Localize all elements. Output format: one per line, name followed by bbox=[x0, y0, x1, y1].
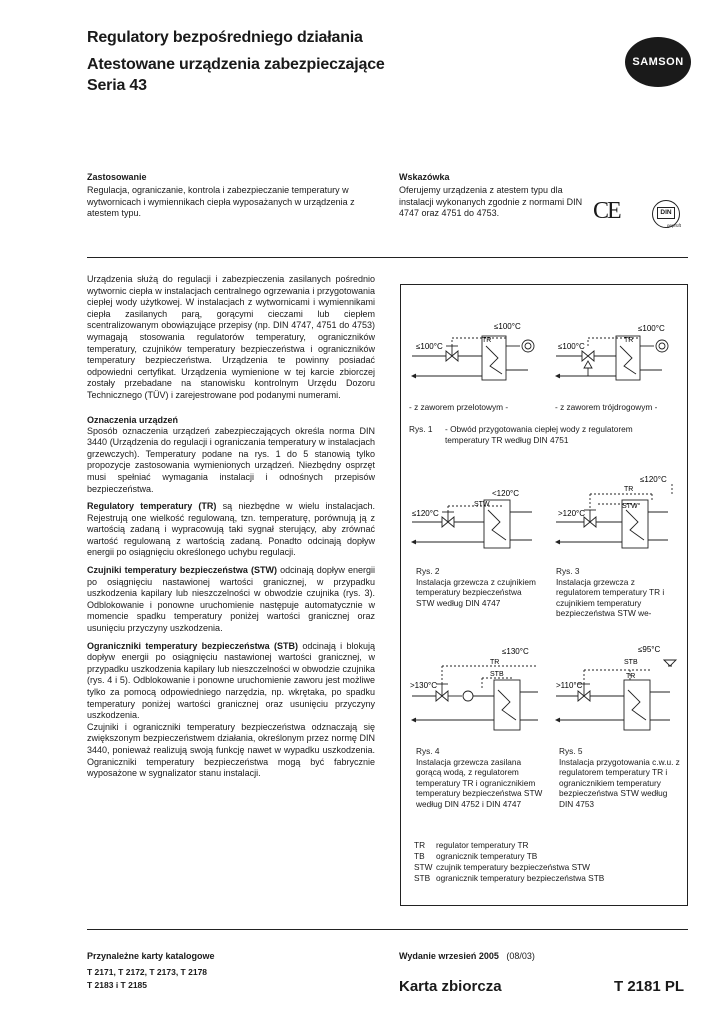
edition-label: Wydanie wrzesień 2005 bbox=[399, 951, 499, 961]
zastosowanie-text: Regulacja, ograniczanie, kontrola i zabezpieczanie temperatury w wytwornicach i wymiennikach ciepła wyposażanych w urządzenia z atestem typu. bbox=[87, 185, 355, 219]
footer-refs-line-2: T 2183 i T 2185 bbox=[87, 980, 148, 990]
fig1-temp-label-a: ≤100°C bbox=[494, 322, 521, 331]
footer-heading: Przynależne karty katalogowe bbox=[87, 951, 215, 961]
logo-text: SAMSON bbox=[632, 56, 684, 68]
edition-code: (08/03) bbox=[506, 951, 535, 961]
fig5-stb-label: STB bbox=[624, 659, 638, 666]
stb-paragraph bbox=[87, 641, 375, 722]
fig2-rys: Rys. 2 bbox=[416, 566, 440, 576]
wskazowka-text: Oferujemy urządzenia z atestem typu dla instalacji wykonanych zgodnie z normami DIN 4747 oraz 4751 do 4753. bbox=[399, 185, 583, 219]
din-mark bbox=[652, 200, 680, 228]
title-line-1: Regulatory bezpośredniego działania bbox=[87, 29, 363, 46]
tr-paragraph bbox=[87, 501, 375, 559]
tr-term: Regulatory temperatury (TR) bbox=[87, 501, 217, 512]
top-divider bbox=[87, 257, 688, 258]
oznaczenia-paragraph: Sposób oznaczenia urządzeń zabezpieczających określa norma DIN 3440 (Urządzenia do regulacji i ograniczania temperatury w instalacjach grzewczych). Temperatury podane na rys. 1 do 5 stanowią tylko propozycje zastosowania wymienionych urządzeń. Niezbędny osprzęt musi spełniać wymagania instalacji i odnośnych przepisów bezpieczeństwa. bbox=[87, 425, 375, 494]
fig3-text: Instalacja grzewcza z regulatorem temperatury TR i czujnikiem temperatury bezpieczeństwa STW we- bbox=[556, 576, 665, 618]
din-mark-sub: geprüft bbox=[667, 223, 682, 228]
fig3-stw-label: STW bbox=[622, 503, 638, 510]
legend-code: TR bbox=[414, 840, 426, 850]
fig1-tr-label-a: TR bbox=[482, 337, 492, 344]
footer-refs bbox=[87, 966, 207, 992]
fig1-caption-b: - z zaworem trójdrogowym - bbox=[555, 402, 658, 412]
fig1-temp-label-b: ≤100°C bbox=[416, 342, 443, 351]
fig1-caption-a: - z zaworem przelotowym - bbox=[409, 402, 509, 412]
footer-refs-line-1: T 2171, T 2172, T 2173, T 2178 bbox=[87, 967, 208, 977]
title-line-2: Atestowane urządzenia zabezpieczające bbox=[87, 56, 385, 73]
fig2-stw-label: STW bbox=[474, 501, 490, 508]
fig5-temp-gt: >110°C bbox=[556, 681, 583, 690]
karta-title: Karta zbiorcza bbox=[399, 978, 502, 995]
body-text-column bbox=[87, 274, 375, 786]
ce-mark: CE bbox=[593, 198, 620, 224]
samson-logo bbox=[625, 37, 691, 87]
stb-paragraph-2: Czujniki i ograniczniki temperatury bezpieczeństwa odznaczają się zwiększonym bezpieczeństwem działania, określonym przez normę DIN 3440, ponieważ realizują swoją funkcję nawet w wypadku uszkodzenia. Ograniczniki temperatury bezpieczeństwa mogą być fabrycznie wyposażone w sygnalizator stanu instalacji. bbox=[87, 721, 375, 779]
fig2-text: Instalacja grzewcza z czujnikiem temperatury bezpieczeństwa STW według DIN 4747 bbox=[416, 576, 536, 608]
fig5-rys: Rys. 5 bbox=[559, 746, 583, 756]
din-mark-text: DIN bbox=[657, 207, 675, 219]
fig3-rys: Rys. 3 bbox=[556, 566, 580, 576]
legend-row bbox=[414, 840, 682, 851]
fig3-tr-label: TR bbox=[624, 486, 634, 493]
document-number: T 2181 PL bbox=[614, 978, 685, 995]
fig1-temp-label-d: ≤100°C bbox=[558, 342, 585, 351]
fig4-text: Instalacja grzewcza zasilana gorącą wodą, z regulatorem temperatury TR i ogranicznikiem temperatury bezpieczeństwa STW według DIN 4752 i DIN 4747 bbox=[416, 756, 543, 809]
fig4-tr-label: TR bbox=[490, 659, 500, 666]
legend-row bbox=[414, 873, 682, 884]
legend-code: TB bbox=[414, 851, 425, 861]
stb-text: odcinają i blokują dopływ energii po osiągnięciu nastawionej wartości granicznej, w przypadku uszkodzenia kapilary lub nieszczelności w obwodzie czujnika (rys. 4 i 5). Odblokowanie i ponowne uruchomienie zaworu jest możliwe tylko za pomocą odpowiedniego narzędzia, np. wkrętaka, po spadku temperatury poniżej wartości granicznej oraz usunięciu przyczyny uszkodzenia. bbox=[87, 640, 375, 721]
fig1-rys: Rys. 1 bbox=[409, 424, 433, 434]
fig3-caption bbox=[556, 566, 680, 619]
title-line-3: Seria 43 bbox=[87, 77, 147, 94]
fig5-text: Instalacja przygotowania c.w.u. z regulatorem temperatury TR i ogranicznikiem temperatury bezpieczeństwa STW według DIN 4753 bbox=[559, 756, 680, 809]
legend-desc: ogranicznik temperatury bezpieczeństwa STB bbox=[436, 873, 605, 883]
legend-row bbox=[414, 862, 682, 873]
intro-paragraph: Urządzenia służą do regulacji i zabezpieczenia zasilanych pośrednio wytwornic ciepła w instalacjach centralnego ogrzewania i przygotowania ciepłej wody użytkowej. W instalacjach z wytwornicami i wymiennikami ciepła zasilanych parą, gorącymi cieczami lub ciepłem scentralizowanym obowiązujące przepisy (np. DIN 4747, 4751 do 4753) wymagają stosowania regulatorów temperatury, ograniczników temperatury, czujników temperatury bezpieczeństwa i ograniczników temperatury bezpieczeństwa. Urządzenia te powinny posiadać odpowiedni certyfikat. Urządzenia wymienione w tej karcie zbiorczej zostały przebadane na stanowisku kontrolnym Urzędu Dozoru Technicznego (TÜV) i zarejestrowane pod podanymi numerami. bbox=[87, 274, 375, 400]
oznaczenia-heading: Oznaczenia urządzeń bbox=[87, 414, 179, 425]
legend-desc: czujnik temperatury bezpieczeństwa STW bbox=[436, 862, 591, 872]
edition-info bbox=[399, 950, 535, 962]
stw-paragraph bbox=[87, 565, 375, 635]
fig3-temp-gt: >120°C bbox=[558, 509, 585, 518]
fig2-fig3-diagram bbox=[402, 470, 686, 562]
stw-text: odcinają dopływ energii po osiągnięciu nastawionej wartości granicznej, w przypadku uszkodzenia kapilary lub nieszczelności w obwodzie czujnika (rys. 3). Odblokowanie i ponowne uruchomienie następuje automatycznie w momencie spadku temperatury poniżej wartości granicznej oraz usunięciu przyczyny uszkodzenia. bbox=[87, 565, 375, 634]
legend-code: STW bbox=[414, 862, 433, 872]
stb-term: Ograniczniki temperatury bezpieczeństwa (STB) bbox=[87, 640, 298, 651]
fig4-stb-label: STB bbox=[490, 671, 504, 678]
fig4-temp-gt: >130°C bbox=[410, 681, 437, 690]
fig4-fig5-diagram bbox=[402, 640, 686, 740]
fig5-caption bbox=[559, 746, 683, 809]
stw-term: Czujniki temperatury bezpieczeństwa (STW) bbox=[87, 565, 277, 576]
fig2-temp-lt: <120°C bbox=[492, 489, 519, 498]
footer-divider bbox=[87, 929, 688, 930]
fig4-rys: Rys. 4 bbox=[416, 746, 440, 756]
fig3-temp-le: ≤120°C bbox=[640, 475, 667, 484]
fig1-text: - Obwód przygotowania ciepłej wody z regulatorem temperatury TR według DIN 4751 bbox=[445, 424, 633, 445]
fig1-diagram bbox=[402, 318, 686, 402]
legend-desc: regulator temperatury TR bbox=[436, 840, 529, 850]
fig1-temp-label-c: ≤100°C bbox=[638, 324, 665, 333]
fig5-temp-le: ≤95°C bbox=[638, 645, 661, 654]
legend-row bbox=[414, 851, 682, 862]
tr-text: są niezbędne w wielu instalacjach. Rejestrują one wielkość regulowaną, tzn. temperaturę, porównują ją z wartością zadaną i wypracowują taki sygnał sterujący, aby zrównać wartość regulowaną z wartością zadaną. Ponadto odcinają dopływ energii po osiągnięciu określonego uchybu regulacji. bbox=[87, 501, 375, 558]
fig4-caption bbox=[416, 746, 548, 809]
figure-legend bbox=[414, 840, 682, 884]
zastosowanie-heading: Zastosowanie bbox=[87, 172, 147, 182]
fig5-tr-label: TR bbox=[626, 673, 636, 680]
fig4-temp-le: ≤130°C bbox=[502, 647, 529, 656]
wskazowka-heading: Wskazówka bbox=[399, 172, 450, 182]
legend-code: STB bbox=[414, 873, 431, 883]
fig2-caption bbox=[416, 566, 536, 608]
fig2-temp-le: ≤120°C bbox=[412, 509, 439, 518]
fig1-tr-label-b: TR bbox=[624, 337, 634, 344]
legend-desc: ogranicznik temperatury TB bbox=[436, 851, 538, 861]
